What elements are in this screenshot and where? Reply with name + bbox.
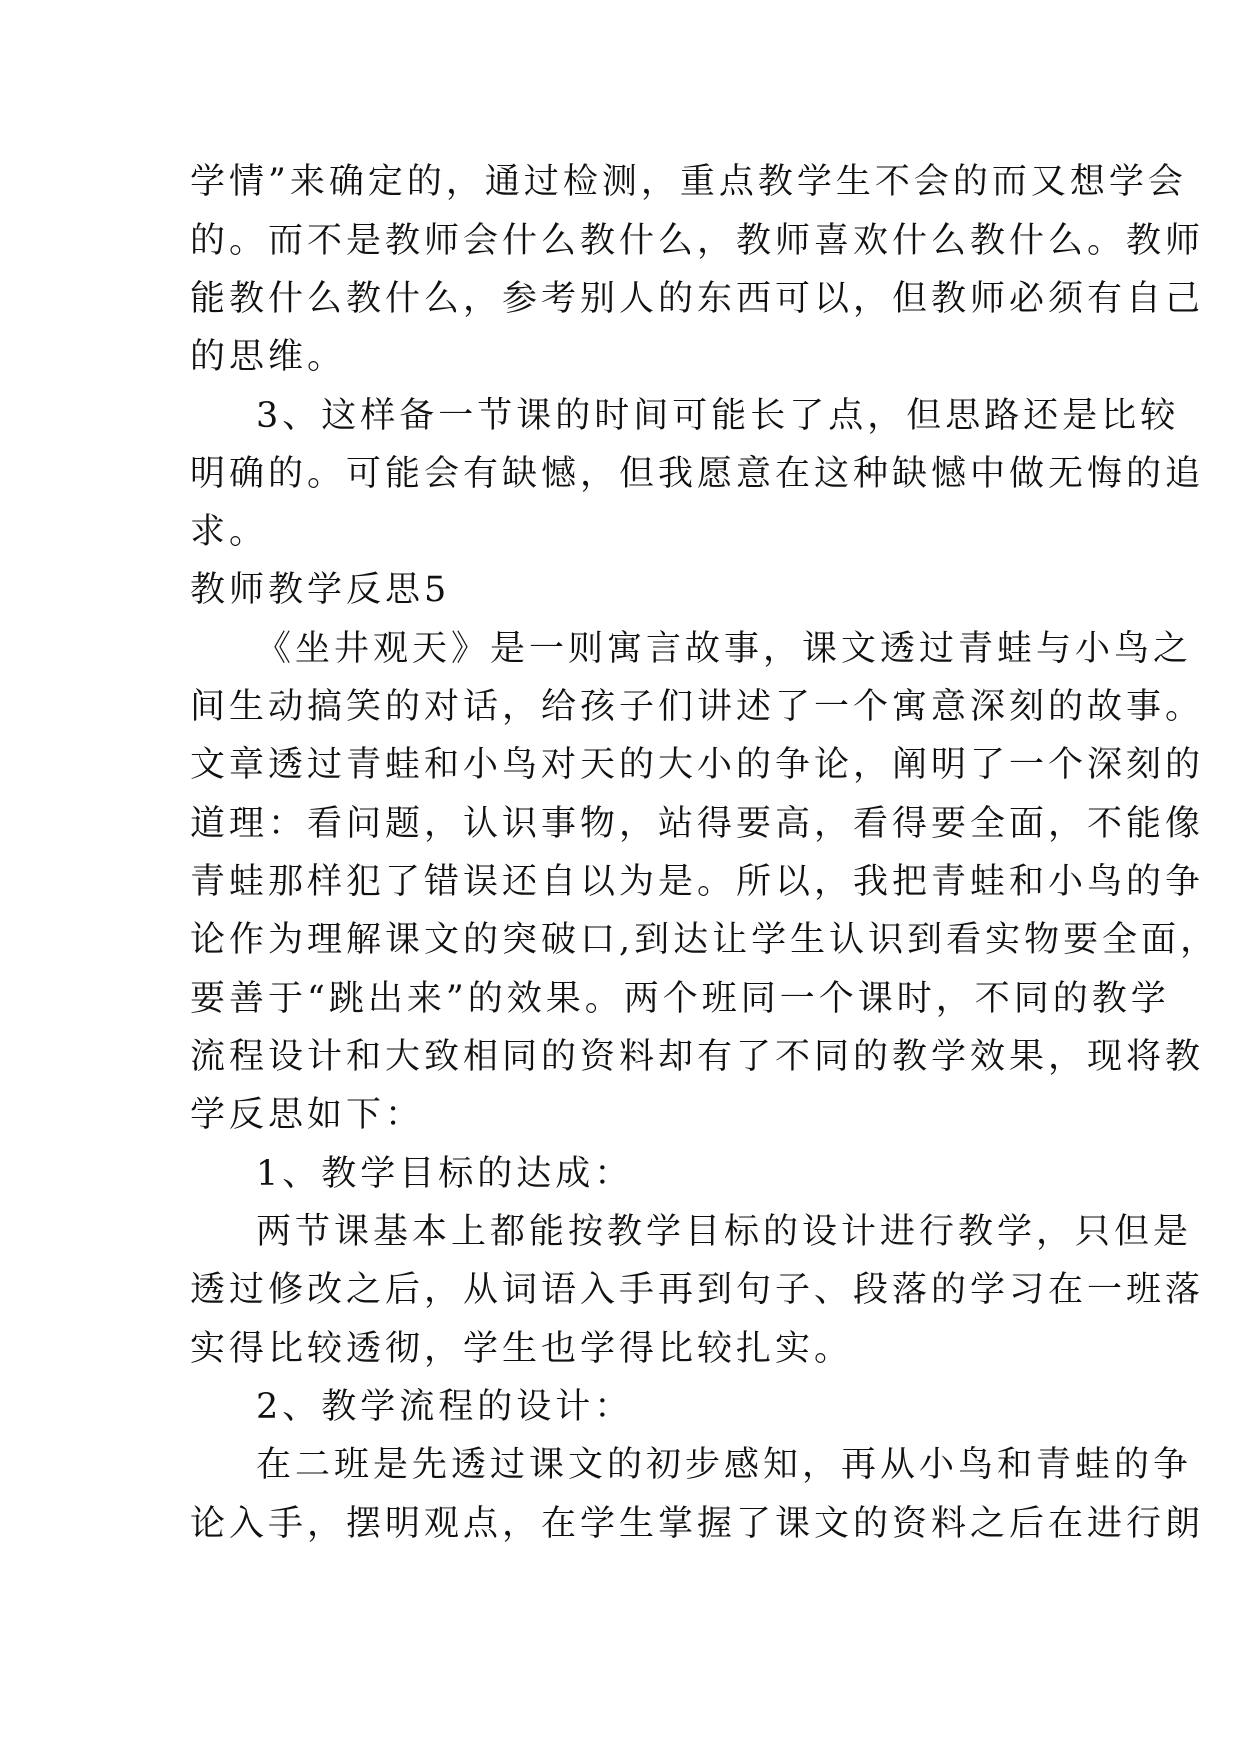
text-line: 实得比较透彻，学生也学得比较扎实。 [190, 1329, 854, 1369]
text-line: 论作为理解课文的突破口,到达让学生认识到看实物要全面， [190, 920, 1220, 960]
text-line: 求。 [190, 512, 269, 552]
text-line: 要善于“跳出来”的效果。两个班同一个课时，不同的教学 [190, 979, 1170, 1019]
text-line: 文章透过青蛙和小鸟对天的大小的争论，阐明了一个深刻的 [190, 745, 1205, 785]
text-line: 学情”来确定的，通过检测，重点教学生不会的而又想学会 [190, 162, 1187, 202]
text-line: 2、教学流程的设计： [256, 1387, 634, 1427]
text-line: 道理：看问题，认识事物，站得要高，看得要全面，不能像 [190, 804, 1205, 844]
text-line: 间生动搞笑的对话，给孩子们讲述了一个寓意深刻的故事。 [190, 687, 1205, 727]
text-line: 透过修改之后，从词语入手再到句子、段落的学习在一班落 [190, 1270, 1205, 1310]
text-line: 论入手，摆明观点，在学生掌握了课文的资料之后在进行朗 [190, 1504, 1205, 1544]
text-line: 1、教学目标的达成： [256, 1154, 634, 1194]
text-line: 《坐井观天》是一则寓言故事，课文透过青蛙与小鸟之 [256, 629, 1193, 669]
text-line: 流程设计和大致相同的资料却有了不同的教学效果，现将教 [190, 1037, 1205, 1077]
text-line: 能教什么教什么，参考别人的东西可以，但教师必须有自己 [190, 279, 1205, 319]
text-line: 3、这样备一节课的时间可能长了点，但思路还是比较 [256, 396, 1180, 436]
text-line: 的。而不是教师会什么教什么，教师喜欢什么教什么。教师 [190, 221, 1205, 261]
text-line: 两节课基本上都能按教学目标的设计进行教学，只但是 [256, 1212, 1193, 1252]
text-line: 的思维。 [190, 337, 347, 377]
text-line: 学反思如下： [190, 1095, 425, 1135]
text-line: 明确的。可能会有缺憾，但我愿意在这种缺憾中做无悔的追 [190, 454, 1205, 494]
text-line: 青蛙那样犯了错误还自以为是。所以，我把青蛙和小鸟的争 [190, 862, 1205, 902]
text-line: 在二班是先透过课文的初步感知，再从小鸟和青蛙的争 [256, 1445, 1193, 1485]
section-heading: 教师教学反思5 [190, 570, 451, 610]
